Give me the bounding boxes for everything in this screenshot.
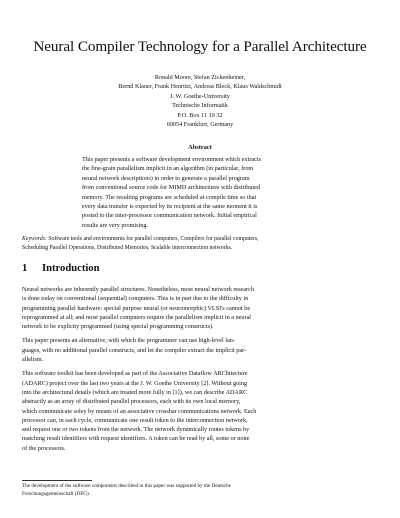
author-line: Bernd Klauer, Frank Henritzi, Andreas Bleck, Klaus Waldschmidt	[118, 83, 282, 91]
paper-title: Neural Compiler Technology for a Parallel Architecture	[33, 38, 367, 55]
affiliation-line: J. W. Goethe-University	[170, 92, 230, 100]
body-line: is done today on conventional (sequential) computers. This is in part due to the difficulty in	[22, 295, 249, 303]
body-line: guages, with no additional parallel constructs, and let the compiler extract the implicit par-	[22, 346, 247, 354]
footnote	[22, 483, 382, 498]
section-heading	[22, 262, 382, 275]
body-line: (ADARC) project over the last two years at the J. W. Goethe University [2]. Without going	[22, 379, 248, 387]
keywords-label: Keywords:	[22, 236, 47, 242]
body-text	[22, 285, 378, 453]
paragraph	[22, 336, 378, 364]
keywords-block	[22, 235, 382, 254]
address-line: 60054 Frankfurt, Germany	[166, 121, 234, 129]
body-line: network to be explicity programmed (using special programming constructs).	[22, 323, 214, 331]
body-line: Neural networks are inherently parallel structures. Nonetheless, most neural network research	[22, 286, 254, 293]
body-line: matching result identifiers with request identifiers. A token can be read by all, some or none	[22, 435, 250, 443]
footnote-line: Forschungsgemeinschaft (DFG).	[22, 490, 91, 497]
footnote-rule	[22, 480, 92, 481]
keywords-line	[22, 235, 382, 244]
body-line: This software toolkit has been developed as part of the Associative Dataflow ARChitecture	[22, 370, 248, 378]
affiliation-line: Technische Informatik	[172, 102, 228, 110]
body-line: processor can, in each cycle, communicate one result token to the interconnection network,	[22, 416, 248, 424]
abstract-heading: Abstract	[188, 144, 212, 151]
abstract-line: from conventional source code for MIMD architectures with distributed	[82, 184, 261, 192]
abstract-line: the fine-grain parallelism implicit in an algorithm (in particular, from	[82, 165, 254, 173]
address-line: P.O. Box 11 19 32	[177, 111, 223, 119]
keywords-text: Software tools and environments for parallel computers, Compilers for parallel computers,	[46, 236, 259, 242]
section-title: Introduction	[42, 263, 100, 274]
footnote-line: The development of the software components described in this paper was supported by the Deutsche	[22, 483, 231, 489]
author-block	[0, 73, 400, 129]
body-line: This paper presents an alternative, with which the programmer can use high-level lan-	[22, 337, 235, 345]
paragraph	[22, 369, 378, 453]
body-line: programming parallel hardware: special purpose neural (or neuromorphic) VLSI's cannot be	[22, 304, 251, 312]
body-line: which communicate soley by means of an associative crossbar communications network. Each	[22, 407, 257, 415]
author-line: Ronald Moore, Stefan Zickenheiner,	[154, 74, 246, 81]
body-line: reprogrammed at all; and most parallel computers require the parallelism implicit in a neural	[22, 313, 252, 321]
section-number: 1	[22, 263, 28, 274]
abstract-body	[82, 155, 318, 230]
keywords-line: Scheduling Parallel Operations, Distributed Memories, Scalable interconnection networks.	[22, 245, 233, 252]
abstract-line: memory. The resulting programs are scheduled at compile time so that	[82, 193, 257, 201]
abstract-line: every data transfer is expected by its recipient at the same moment it is	[82, 203, 258, 211]
abstract-line: posted to the inter-processor communication network. Initial empirical	[82, 212, 257, 220]
body-line: abstractly as an array of distributed parallel processors, each with its own local memory,	[22, 398, 241, 406]
body-line: of the processors.	[22, 444, 66, 452]
body-line: into the architectural details (which are treated more fully in [1]), we can describe ADARC	[22, 388, 248, 396]
abstract-line: neural network descriptions) in order to generate a parallel program	[82, 174, 250, 182]
body-line: and request one or two tokens from the network. The network dynamically routes tokens by	[22, 426, 250, 434]
abstract-line: This paper presents a software development environment which extracts	[82, 156, 262, 163]
paragraph	[22, 285, 378, 331]
abstract-line: results are very promising.	[82, 221, 148, 229]
body-line: allelism.	[22, 356, 44, 364]
